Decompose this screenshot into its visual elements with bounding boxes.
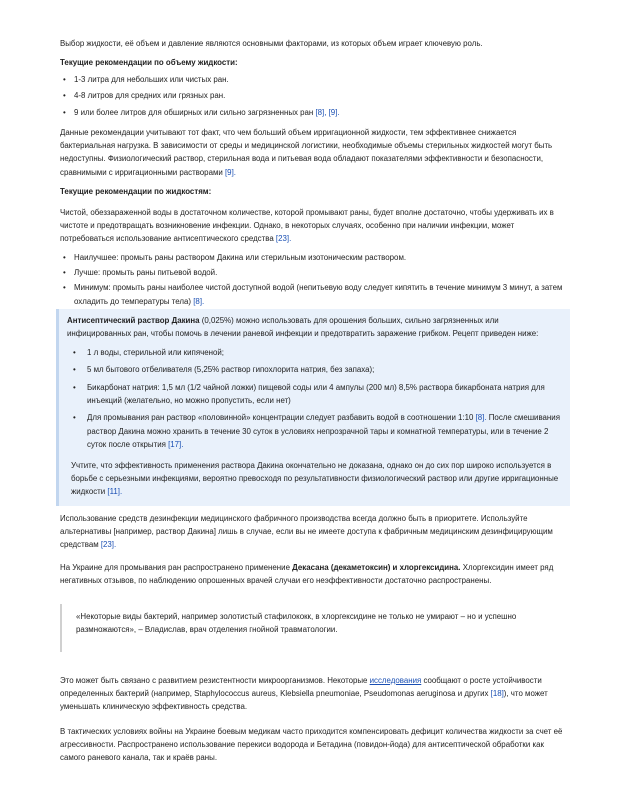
list-item: • Минимум: промыть раны наиболее чистой доступной водой (непитьевую воду следует кипятить в течение минимум 3 минут, а затем охладить до температуры тела) [8]. [60, 281, 568, 307]
citation-link[interactable]: [18] [490, 689, 504, 699]
quote-text: «Некоторые виды бактерий, например золотистый стафилококк, в хлоргексидине не только не умирают – но и успешно размножаются», – Владислав, врач отделения гнойной травматологии. [76, 612, 517, 634]
fluids-text: Чистой, обеззараженной воды в достаточном количестве, которой промывают раны, будет вполне достаточно, чтобы удерживать их в чистоте и предотвращать возникновение инфекции. Однако, в некоторых случаях, особенно при наличии инфекции, может потребоваться использование антисептического средства [23]. [60, 208, 554, 244]
fluids-heading: Текущие рекомендации по жидкостям: [60, 187, 212, 196]
citation-link[interactable]: [17]. [168, 440, 184, 450]
list-item: • Наилучшее: промыть раны раствором Дакина или стерильным изотоническим раствором. [60, 251, 568, 264]
list-item: • 9 или более литров для обширных или сильно загрязненных ран [8], [9]. [60, 106, 568, 119]
dakin-note: Учтите, что эффективность применения раствора Дакина окончательно не доказана, однако он до сих пор широко используется в борьбе с серьезными инфекциями, вероятно превосходя по результативности физиологический раствор или другие ирригационные жидкости [11]. [71, 460, 559, 497]
dakin-intro: Антисептический раствор Дакина (0,025%) можно использовать для орошения больших, сильно загрязненных или инфицированных ран, чтобы помочь в лечении раневой инфекции и предотвратить заражение грибком. Рецепт приведен ниже: [67, 316, 539, 339]
list-item: • Лучше: промыть раны питьевой водой. [60, 266, 568, 279]
citation-link[interactable]: [8], [9]. [315, 107, 340, 117]
factory-text: Использование средств дезинфекции медицинского фабричного производства всегда должно быть в приоритете. Используйте альтернативы [например, раствор Дакина] лишь в случае, если вы не имеете доступа к фабричным медицинским дезинфицирующим средствам [23]. [60, 514, 553, 550]
dakin-recipe-list [67, 346, 561, 452]
fluids-list-block [60, 251, 568, 308]
war-text: В тактических условиях войны на Украине боевым медикам часто приходится компенсировать дефицит количества жидкости за счет её агрессивности. Распространено использование перекиси водорода и Бетадина (повидон-йода) для антисептической обработки как самого раневого канала, так и краёв раны. [60, 727, 563, 763]
list-item: • Для промывания ран раствор «половинной» концентрации следует разбавить водой в соотношении 1:10 [8]. После смешивания раствор Дакина можно хранить в течение 30 суток в условиях непрозрачной тары и комнатной температуры, или в течение 2 суток после открытия [17]. [67, 411, 561, 451]
fluids-list [60, 251, 568, 308]
intro-paragraph [60, 37, 568, 50]
fluids-paragraph [60, 206, 568, 246]
list-item: • 5 мл бытового отбеливателя (5,25% раствор гипохлорита натрия, без запаха); [67, 363, 561, 376]
volume-paragraph [60, 126, 568, 179]
resistance-paragraph [60, 674, 568, 714]
volume-text: Данные рекомендации учитывают тот факт, что чем больший объем ирригационной жидкости, тем эффективнее снижается бактериальная нагрузка. В зависимости от среды и медицинской логистики, необходимые объемы стерильных жидкостей могут быть недоступны. Физиологический раствор, стерильная вода и питьевая вода обладают показателями эффективности и безопасности, сравнимыми с ирригационными растворами [9]. [60, 128, 553, 177]
dakin-info-box [56, 309, 570, 506]
volume-section [60, 56, 568, 119]
list-item: • 1-3 литра для небольших или чистых ран. [60, 73, 568, 86]
ukraine-text: На Украине для промывания ран распространено применение Декасана (декаметоксин) и хлоргексидина. Хлоргексидин имеет ряд негативных отзывов, по наблюдению опрошенных врачей случаи его неэффективности достаточно распространены. [60, 563, 554, 586]
list-item: • 4-8 литров для средних или грязных ран. [60, 89, 568, 102]
citation-link[interactable]: [9]. [224, 167, 236, 177]
ukraine-paragraph [60, 561, 568, 587]
resistance-text: Это может быть связано с развитием резистентности микроорганизмов. Некоторые исследования сообщают о росте устойчивости определенных бактерий (например, Staphylococcus aureus, Klebsiella pneumoniae, Pseudomonas aeruginosa и других [18]), что может уменьшать клиническую эффективность средства. [60, 676, 548, 712]
list-item: • 1 л воды, стерильной или кипяченой; [67, 346, 561, 359]
citation-link[interactable]: [11]. [107, 487, 123, 497]
factory-paragraph [60, 512, 568, 552]
research-link[interactable]: исследования [369, 676, 422, 685]
volume-list [60, 73, 568, 119]
citation-link[interactable]: [8]. [193, 296, 205, 306]
fluids-heading-block [60, 185, 568, 198]
war-paragraph [60, 725, 568, 765]
citation-link[interactable]: [23]. [100, 540, 117, 550]
volume-heading: Текущие рекомендации по объему жидкости: [60, 58, 238, 67]
doctor-quote [60, 604, 568, 652]
citation-link[interactable]: [8]. [475, 413, 487, 423]
citation-link[interactable]: [23]. [275, 234, 292, 244]
intro-text: Выбор жидкости, её объем и давление являются основными факторами, из которых объем играет ключевую роль. [60, 39, 483, 48]
list-item: • Бикарбонат натрия: 1,5 мл (1/2 чайной ложки) пищевой соды или 4 ампулы (200 мл) 8,5% раствора бикарбоната натрия для инъекций (желательно, но можно пропустить, если нет) [67, 381, 561, 408]
